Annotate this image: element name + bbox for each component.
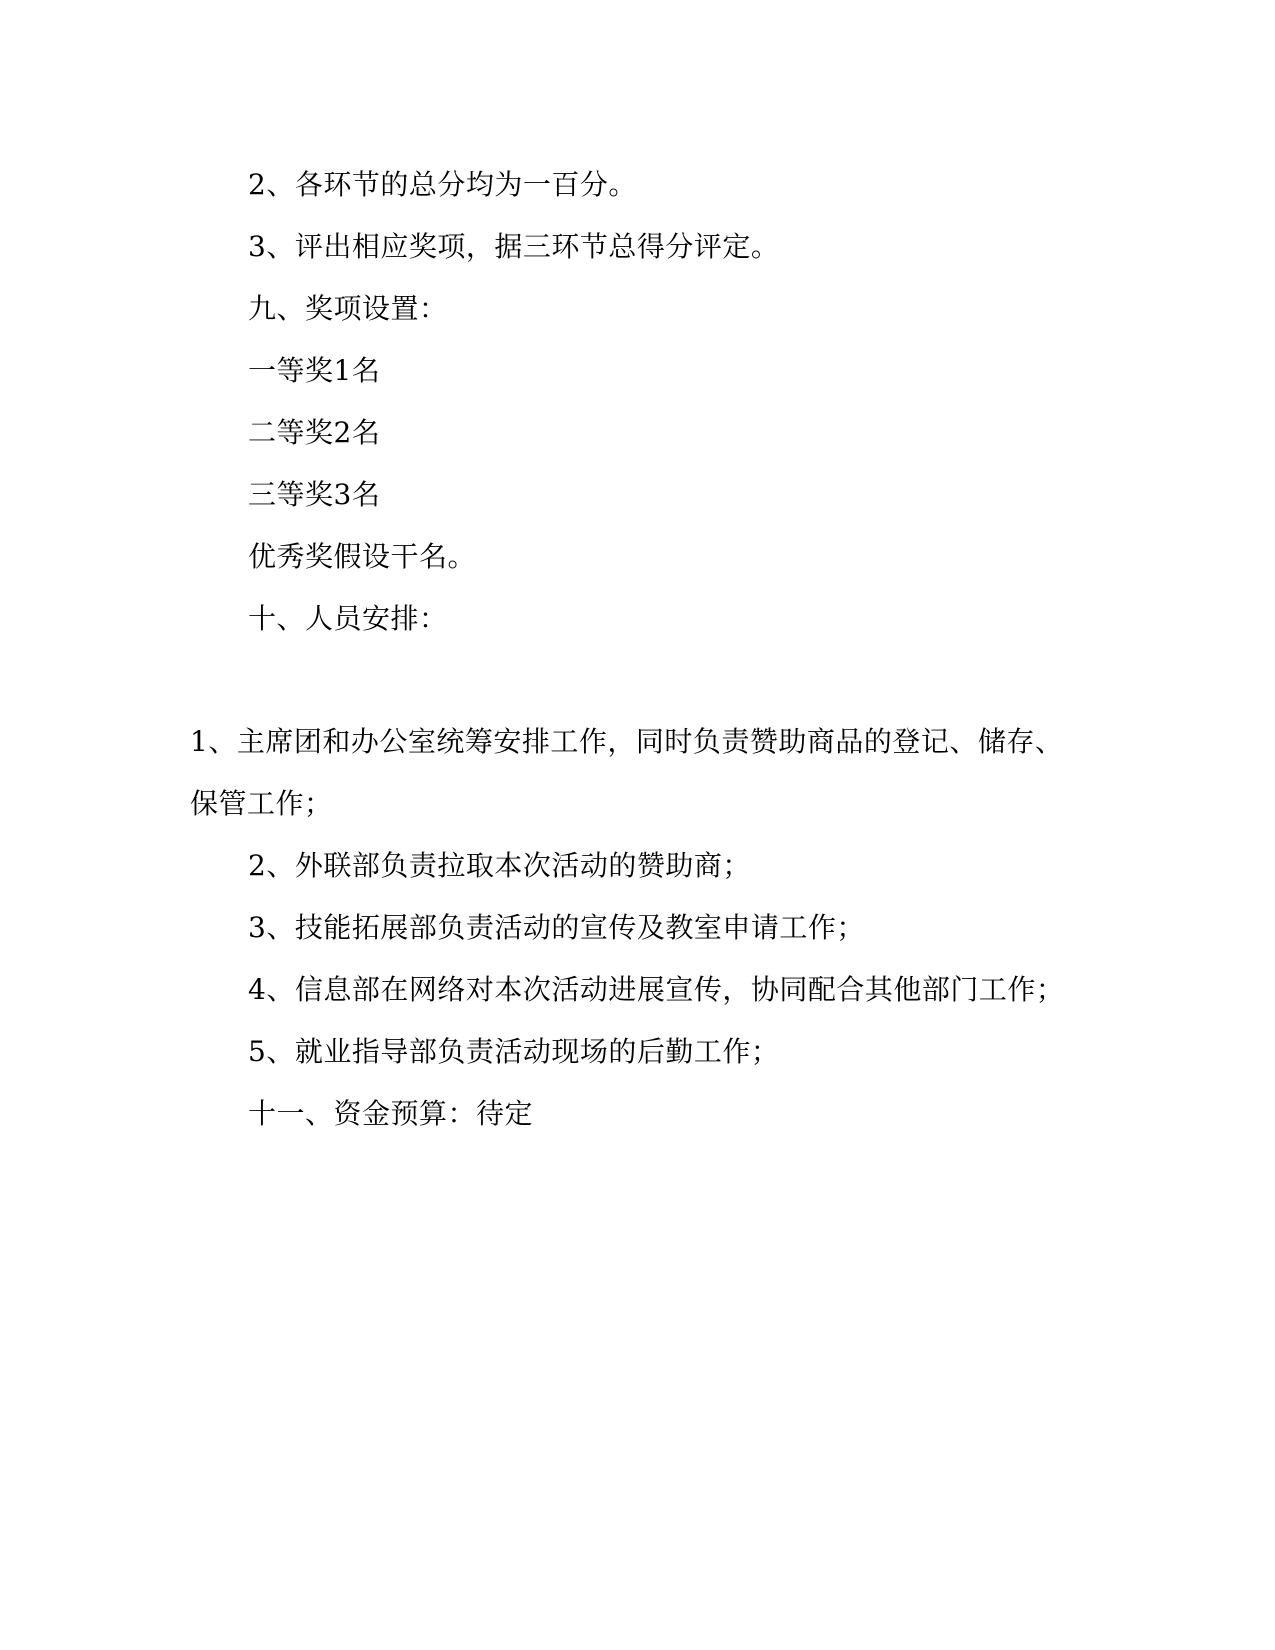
staff-item-3: 3、技能拓展部负责活动的宣传及教室申请工作； [248,911,865,944]
staff-item-5: 5、就业指导部负责活动现场的后勤工作； [248,1035,780,1068]
section-heading-budget: 十一、资金预算：待定 [248,1097,534,1130]
section-heading-staff: 十、人员安排： [248,602,448,635]
third-prize-line: 三等奖3名 [248,478,381,511]
staff-item-4: 4、信息部在网络对本次活动进展宣传，协同配合其他部门工作； [248,973,1065,1006]
award-evaluation-line: 3、评出相应奖项，据三环节总得分评定。 [248,230,780,263]
first-prize-line: 一等奖1名 [248,354,381,387]
second-prize-line: 二等奖2名 [248,416,381,449]
excellence-prize-line: 优秀奖假设干名。 [248,540,477,573]
staff-item-1-line-2: 保管工作； [190,787,333,820]
staff-item-1-line-1: 1、主席团和办公室统筹安排工作，同时负责赞助商品的登记、储存、 [190,725,1064,758]
section-heading-awards: 九、奖项设置： [248,292,448,325]
staff-item-2: 2、外联部负责拉取本次活动的赞助商； [248,849,751,882]
scoring-total-line: 2、各环节的总分均为一百分。 [248,168,637,201]
